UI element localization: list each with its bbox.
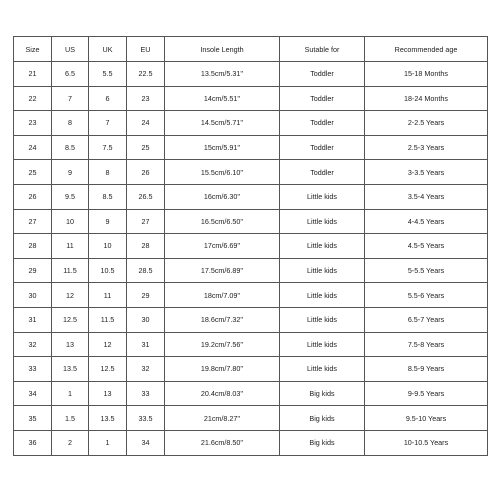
cell-eu: 33.5 [127, 406, 165, 431]
cell-recommended-age: 3-3.5 Years [365, 160, 488, 185]
cell-insole-length: 17.5cm/6.89'' [165, 258, 280, 283]
cell-recommended-age: 9.5-10 Years [365, 406, 488, 431]
cell-size: 24 [14, 135, 52, 160]
cell-eu: 22.5 [127, 62, 165, 87]
cell-recommended-age: 8.5-9 Years [365, 357, 488, 382]
cell-uk: 5.5 [89, 62, 127, 87]
cell-recommended-age: 5.5-6 Years [365, 283, 488, 308]
cell-us: 1 [52, 381, 89, 406]
cell-insole-length: 14.5cm/5.71'' [165, 111, 280, 136]
header-suitable-for: Sutable for [280, 37, 365, 62]
cell-insole-length: 19.8cm/7.80'' [165, 357, 280, 382]
cell-insole-length: 21cm/8.27'' [165, 406, 280, 431]
cell-eu: 32 [127, 357, 165, 382]
table-row [14, 209, 488, 234]
table-row [14, 307, 488, 332]
cell-uk: 11.5 [89, 307, 127, 332]
cell-eu: 28 [127, 234, 165, 259]
cell-insole-length: 18cm/7.09'' [165, 283, 280, 308]
cell-eu: 29 [127, 283, 165, 308]
header-size: Size [14, 37, 52, 62]
cell-suitable-for: Little kids [280, 209, 365, 234]
table-row [14, 357, 488, 382]
cell-recommended-age: 10-10.5 Years [365, 430, 488, 455]
cell-size: 32 [14, 332, 52, 357]
cell-size: 27 [14, 209, 52, 234]
cell-size: 30 [14, 283, 52, 308]
cell-suitable-for: Little kids [280, 184, 365, 209]
table-row [14, 135, 488, 160]
cell-eu: 24 [127, 111, 165, 136]
cell-insole-length: 17cm/6.69'' [165, 234, 280, 259]
cell-insole-length: 19.2cm/7.56'' [165, 332, 280, 357]
table-row [14, 381, 488, 406]
table-row [14, 258, 488, 283]
cell-us: 12.5 [52, 307, 89, 332]
cell-suitable-for: Big kids [280, 430, 365, 455]
cell-size: 35 [14, 406, 52, 431]
header-uk: UK [89, 37, 127, 62]
cell-uk: 8.5 [89, 184, 127, 209]
table-body [14, 62, 488, 456]
cell-recommended-age: 4.5-5 Years [365, 234, 488, 259]
cell-size: 31 [14, 307, 52, 332]
cell-eu: 31 [127, 332, 165, 357]
table-row [14, 184, 488, 209]
cell-eu: 34 [127, 430, 165, 455]
table-row [14, 283, 488, 308]
table-row [14, 332, 488, 357]
cell-us: 13.5 [52, 357, 89, 382]
cell-size: 36 [14, 430, 52, 455]
cell-us: 10 [52, 209, 89, 234]
cell-uk: 6 [89, 86, 127, 111]
cell-uk: 1 [89, 430, 127, 455]
table-header [14, 37, 488, 62]
cell-recommended-age: 4-4.5 Years [365, 209, 488, 234]
cell-uk: 10 [89, 234, 127, 259]
cell-insole-length: 14cm/5.51'' [165, 86, 280, 111]
cell-us: 12 [52, 283, 89, 308]
cell-uk: 13 [89, 381, 127, 406]
cell-uk: 10.5 [89, 258, 127, 283]
cell-size: 23 [14, 111, 52, 136]
cell-us: 7 [52, 86, 89, 111]
cell-suitable-for: Little kids [280, 234, 365, 259]
table-row [14, 406, 488, 431]
cell-us: 6.5 [52, 62, 89, 87]
cell-recommended-age: 9-9.5 Years [365, 381, 488, 406]
cell-eu: 25 [127, 135, 165, 160]
cell-recommended-age: 3.5-4 Years [365, 184, 488, 209]
cell-insole-length: 15.5cm/6.10'' [165, 160, 280, 185]
cell-insole-length: 20.4cm/8.03'' [165, 381, 280, 406]
cell-insole-length: 13.5cm/5.31'' [165, 62, 280, 87]
cell-uk: 11 [89, 283, 127, 308]
cell-size: 21 [14, 62, 52, 87]
header-us: US [52, 37, 89, 62]
cell-recommended-age: 15-18 Months [365, 62, 488, 87]
cell-size: 33 [14, 357, 52, 382]
size-chart-table [13, 36, 488, 456]
cell-insole-length: 15cm/5.91'' [165, 135, 280, 160]
table-row [14, 86, 488, 111]
cell-uk: 13.5 [89, 406, 127, 431]
table-row [14, 62, 488, 87]
cell-eu: 28.5 [127, 258, 165, 283]
cell-size: 34 [14, 381, 52, 406]
table-row [14, 160, 488, 185]
cell-suitable-for: Little kids [280, 332, 365, 357]
cell-eu: 26.5 [127, 184, 165, 209]
table-row [14, 234, 488, 259]
cell-us: 8.5 [52, 135, 89, 160]
cell-insole-length: 18.6cm/7.32'' [165, 307, 280, 332]
cell-uk: 7.5 [89, 135, 127, 160]
cell-suitable-for: Toddler [280, 135, 365, 160]
cell-size: 22 [14, 86, 52, 111]
table-row [14, 430, 488, 455]
cell-uk: 9 [89, 209, 127, 234]
cell-recommended-age: 2.5-3 Years [365, 135, 488, 160]
cell-suitable-for: Toddler [280, 111, 365, 136]
cell-eu: 33 [127, 381, 165, 406]
cell-suitable-for: Big kids [280, 406, 365, 431]
cell-size: 26 [14, 184, 52, 209]
cell-recommended-age: 5-5.5 Years [365, 258, 488, 283]
cell-size: 28 [14, 234, 52, 259]
cell-recommended-age: 6.5-7 Years [365, 307, 488, 332]
cell-insole-length: 21.6cm/8.50'' [165, 430, 280, 455]
cell-suitable-for: Toddler [280, 86, 365, 111]
cell-uk: 12 [89, 332, 127, 357]
cell-eu: 27 [127, 209, 165, 234]
table-row [14, 111, 488, 136]
cell-eu: 26 [127, 160, 165, 185]
cell-uk: 12.5 [89, 357, 127, 382]
cell-suitable-for: Big kids [280, 381, 365, 406]
cell-suitable-for: Little kids [280, 283, 365, 308]
header-insole-length: Insole Length [165, 37, 280, 62]
header-row [14, 37, 488, 62]
header-recommended-age: Recommended age [365, 37, 488, 62]
cell-uk: 8 [89, 160, 127, 185]
cell-recommended-age: 7.5-8 Years [365, 332, 488, 357]
cell-us: 11 [52, 234, 89, 259]
cell-suitable-for: Toddler [280, 160, 365, 185]
cell-us: 8 [52, 111, 89, 136]
cell-us: 11.5 [52, 258, 89, 283]
cell-us: 9.5 [52, 184, 89, 209]
cell-suitable-for: Little kids [280, 307, 365, 332]
cell-suitable-for: Little kids [280, 258, 365, 283]
cell-size: 29 [14, 258, 52, 283]
cell-suitable-for: Little kids [280, 357, 365, 382]
cell-size: 25 [14, 160, 52, 185]
cell-insole-length: 16.5cm/6.50'' [165, 209, 280, 234]
cell-insole-length: 16cm/6.30'' [165, 184, 280, 209]
cell-us: 2 [52, 430, 89, 455]
cell-eu: 23 [127, 86, 165, 111]
cell-us: 1.5 [52, 406, 89, 431]
cell-recommended-age: 18-24 Months [365, 86, 488, 111]
cell-recommended-age: 2-2.5 Years [365, 111, 488, 136]
cell-us: 9 [52, 160, 89, 185]
cell-uk: 7 [89, 111, 127, 136]
cell-suitable-for: Toddler [280, 62, 365, 87]
header-eu: EU [127, 37, 165, 62]
cell-eu: 30 [127, 307, 165, 332]
cell-us: 13 [52, 332, 89, 357]
